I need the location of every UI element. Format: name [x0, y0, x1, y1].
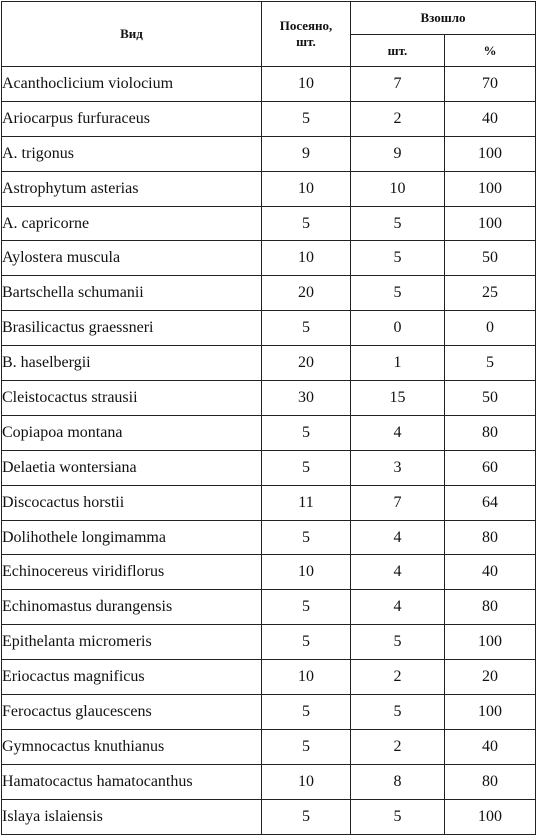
sown-cell: 5 — [262, 729, 351, 764]
sprouted-count-cell: 0 — [351, 311, 445, 346]
header-sown-label: Посеяно, шт. — [279, 18, 333, 49]
table-row — [2, 276, 536, 311]
table-row — [2, 206, 536, 241]
sprouted-count-cell: 5 — [351, 276, 445, 311]
table-body — [2, 67, 536, 835]
table-row — [2, 485, 536, 520]
header-sown — [262, 2, 351, 67]
sown-cell: 9 — [262, 136, 351, 171]
sprouted-percent-cell: 0 — [445, 311, 536, 346]
table-row — [2, 764, 536, 799]
sown-cell: 10 — [262, 171, 351, 206]
species-cell: Gymnocactus knuthianus — [2, 729, 262, 764]
sprouted-percent-cell: 100 — [445, 695, 536, 730]
table-row — [2, 555, 536, 590]
table-row — [2, 415, 536, 450]
sprouted-count-cell: 7 — [351, 485, 445, 520]
species-cell: Ferocactus glaucescens — [2, 695, 262, 730]
header-sprouted-percent: % — [445, 35, 536, 67]
table-row — [2, 729, 536, 764]
sprouted-percent-cell: 50 — [445, 381, 536, 416]
table-row — [2, 381, 536, 416]
sown-cell: 10 — [262, 555, 351, 590]
sprouted-percent-cell: 20 — [445, 660, 536, 695]
table-row — [2, 799, 536, 834]
table-row — [2, 136, 536, 171]
species-cell: Copiapoa montana — [2, 415, 262, 450]
sprouted-count-cell: 5 — [351, 799, 445, 834]
sown-cell: 5 — [262, 695, 351, 730]
sown-cell: 20 — [262, 276, 351, 311]
table-row — [2, 67, 536, 102]
sown-cell: 30 — [262, 381, 351, 416]
sprouted-percent-cell: 100 — [445, 799, 536, 834]
table-row — [2, 625, 536, 660]
sprouted-count-cell: 4 — [351, 590, 445, 625]
sown-cell: 5 — [262, 206, 351, 241]
table-row — [2, 695, 536, 730]
table-row — [2, 346, 536, 381]
sprouted-count-cell: 7 — [351, 67, 445, 102]
sprouted-percent-cell: 100 — [445, 171, 536, 206]
sown-cell: 11 — [262, 485, 351, 520]
table-header-row — [2, 2, 536, 35]
sown-cell: 5 — [262, 590, 351, 625]
species-cell: Acanthoclicium violocium — [2, 67, 262, 102]
table-row — [2, 101, 536, 136]
table-row — [2, 660, 536, 695]
sprouted-count-cell: 4 — [351, 520, 445, 555]
species-cell: Ariocarpus furfuraceus — [2, 101, 262, 136]
sown-cell: 5 — [262, 520, 351, 555]
species-cell: Brasilicactus graessneri — [2, 311, 262, 346]
species-cell: Echinocereus viridiflorus — [2, 555, 262, 590]
sprouted-percent-cell: 64 — [445, 485, 536, 520]
sown-cell: 5 — [262, 625, 351, 660]
sown-cell: 20 — [262, 346, 351, 381]
sprouted-count-cell: 1 — [351, 346, 445, 381]
sprouted-count-cell: 4 — [351, 555, 445, 590]
sprouted-count-cell: 9 — [351, 136, 445, 171]
sprouted-percent-cell: 40 — [445, 729, 536, 764]
table-row — [2, 311, 536, 346]
sown-cell: 5 — [262, 799, 351, 834]
sprouted-count-cell: 4 — [351, 415, 445, 450]
sprouted-count-cell: 8 — [351, 764, 445, 799]
sprouted-count-cell: 2 — [351, 101, 445, 136]
sprouted-count-cell: 5 — [351, 206, 445, 241]
sown-cell: 10 — [262, 660, 351, 695]
species-cell: Islaya islaiensis — [2, 799, 262, 834]
species-cell: Discocactus horstii — [2, 485, 262, 520]
sprouted-percent-cell: 80 — [445, 520, 536, 555]
sprouted-percent-cell: 5 — [445, 346, 536, 381]
species-cell: Hamatocactus hamatocanthus — [2, 764, 262, 799]
table-row — [2, 450, 536, 485]
species-cell: Aylostera muscula — [2, 241, 262, 276]
sprouted-count-cell: 2 — [351, 729, 445, 764]
sprouted-percent-cell: 50 — [445, 241, 536, 276]
sown-cell: 10 — [262, 241, 351, 276]
species-cell: A. capricorne — [2, 206, 262, 241]
sprouted-percent-cell: 80 — [445, 415, 536, 450]
sprouted-count-cell: 5 — [351, 625, 445, 660]
sown-cell: 5 — [262, 450, 351, 485]
table-row — [2, 171, 536, 206]
species-cell: Echinomastus durangensis — [2, 590, 262, 625]
sprouted-count-cell: 5 — [351, 241, 445, 276]
sprouted-percent-cell: 80 — [445, 764, 536, 799]
sprouted-count-cell: 2 — [351, 660, 445, 695]
species-cell: Astrophytum asterias — [2, 171, 262, 206]
species-cell: Delaetia wontersiana — [2, 450, 262, 485]
table-row — [2, 520, 536, 555]
sown-cell: 5 — [262, 311, 351, 346]
sprouted-count-cell: 10 — [351, 171, 445, 206]
species-cell: Bartschella schumanii — [2, 276, 262, 311]
sprouted-percent-cell: 100 — [445, 136, 536, 171]
table-row — [2, 590, 536, 625]
sown-cell: 10 — [262, 764, 351, 799]
header-species: Вид — [2, 2, 262, 67]
sprouted-percent-cell: 80 — [445, 590, 536, 625]
sprouted-count-cell: 3 — [351, 450, 445, 485]
species-cell: Eriocactus magnificus — [2, 660, 262, 695]
species-cell: A. trigonus — [2, 136, 262, 171]
sown-cell: 5 — [262, 101, 351, 136]
species-cell: B. haselbergii — [2, 346, 262, 381]
species-cell: Cleistocactus strausii — [2, 381, 262, 416]
species-cell: Epithelanta micromeris — [2, 625, 262, 660]
sprouted-count-cell: 15 — [351, 381, 445, 416]
header-sprouted-pcs: шт. — [351, 35, 445, 67]
germination-table — [1, 1, 536, 835]
sprouted-percent-cell: 25 — [445, 276, 536, 311]
sprouted-percent-cell: 60 — [445, 450, 536, 485]
sprouted-count-cell: 5 — [351, 695, 445, 730]
sprouted-percent-cell: 100 — [445, 625, 536, 660]
species-cell: Dolihothele longimamma — [2, 520, 262, 555]
sprouted-percent-cell: 40 — [445, 101, 536, 136]
sown-cell: 10 — [262, 67, 351, 102]
sprouted-percent-cell: 70 — [445, 67, 536, 102]
sown-cell: 5 — [262, 415, 351, 450]
header-sprouted: Взошло — [351, 2, 536, 35]
sprouted-percent-cell: 100 — [445, 206, 536, 241]
table-row — [2, 241, 536, 276]
sprouted-percent-cell: 40 — [445, 555, 536, 590]
